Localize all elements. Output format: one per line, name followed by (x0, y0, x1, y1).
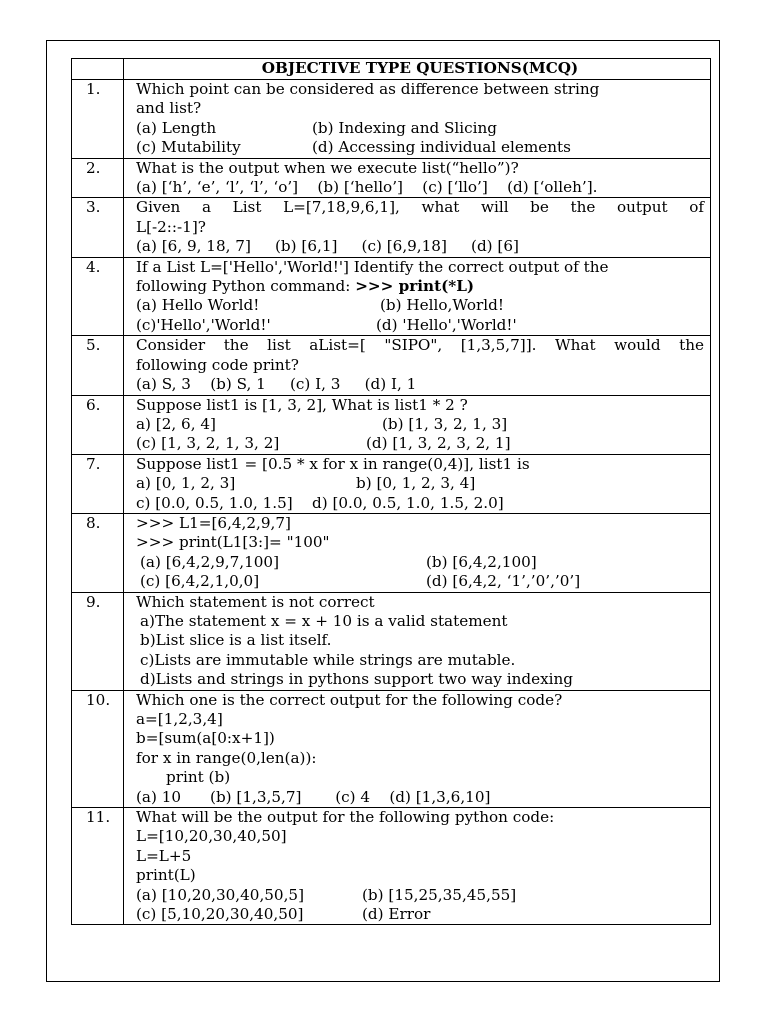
option-a: (a) [6,4,2,9,7,100] (140, 552, 280, 571)
options-row (136, 474, 704, 493)
question-row (72, 592, 711, 690)
code-line: b=[sum(a[0:x+1]) (136, 729, 275, 748)
question-cell (124, 808, 711, 925)
question-text: Which statement is not correct (136, 592, 375, 611)
options-row (136, 905, 704, 924)
question-cell (124, 454, 711, 513)
question-number: 2. (72, 158, 124, 198)
question-text: Given a List L=[7,18,9,6,1], what will be the output of (136, 198, 704, 217)
option-b: (b) [1, 3, 2, 1, 3] (382, 414, 508, 433)
question-row (72, 513, 711, 592)
question-number: 1. (72, 80, 124, 159)
option-c: (c)'Hello','World!' (136, 315, 271, 334)
question-text: L[-2::-1]? (136, 217, 206, 236)
question-cell (124, 592, 711, 690)
question-number: 7. (72, 454, 124, 513)
question-text: What is the output when we execute list(“hello”)? (136, 158, 519, 177)
question-row (72, 257, 711, 336)
options-line: (a) [6, 9, 18, 7] (b) [6,1] (c) [6,9,18] (d) [6] (136, 237, 519, 256)
statement-a: a)The statement x = x + 10 is a valid statement (140, 611, 508, 630)
question-row (72, 158, 711, 198)
question-text: Suppose list1 is [1, 3, 2], What is list1 * 2 ? (136, 395, 468, 414)
question-number: 11. (72, 808, 124, 925)
question-cell (124, 336, 711, 395)
header-number-cell (72, 59, 124, 80)
question-row (72, 454, 711, 513)
question-cell (124, 395, 711, 454)
question-text: Which one is the correct output for the following code? (136, 690, 563, 709)
code-command: >>> print(*L) (355, 277, 475, 296)
option-a: (a) Length (136, 118, 217, 137)
question-number: 6. (72, 395, 124, 454)
question-cell (124, 257, 711, 336)
statement-c: c)Lists are immutable while strings are mutable. (140, 650, 516, 669)
option-b: (b) [15,25,35,45,55] (362, 885, 517, 904)
question-number: 3. (72, 198, 124, 257)
option-d: (d) [1, 3, 2, 3, 2, 1] (366, 434, 511, 453)
options-row (136, 415, 704, 434)
question-row (72, 395, 711, 454)
question-row (72, 808, 711, 925)
option-c: (c) [6,4,2,1,0,0] (140, 572, 260, 591)
options-row (136, 572, 704, 591)
question-row (72, 690, 711, 807)
question-cell (124, 690, 711, 807)
table-header-row (72, 59, 711, 80)
question-text: Suppose list1 = [0.5 * x for x in range(0,4)], list1 is (136, 454, 530, 473)
code-line: >>> L1=[6,4,2,9,7] (136, 513, 291, 532)
question-cell (124, 513, 711, 592)
option-a: a) [2, 6, 4] (136, 414, 216, 433)
statement-b: b)List slice is a list itself. (140, 631, 332, 650)
option-d: (d) Error (362, 905, 431, 924)
option-d: (d) 'Hello','World!' (376, 315, 517, 334)
options-row (136, 296, 704, 315)
options-line: (a) S, 3 (b) S, 1 (c) I, 3 (d) I, 1 (136, 375, 417, 394)
question-row (72, 336, 711, 395)
code-line: print (b) (166, 768, 231, 787)
option-d: (d) [6,4,2, ‘1’,’0’,’0’] (426, 572, 581, 591)
code-line: >>> print(L1[3:]= "100" (136, 533, 330, 552)
question-text: and list? (136, 99, 202, 118)
question-row (72, 80, 711, 159)
options-row (136, 119, 704, 138)
option-d: (d) Accessing individual elements (312, 138, 571, 157)
options-line: (a) [‘h’, ‘e’, ‘l’, ‘l’, ‘o’] (b) [‘hello’] (c) [‘llo’] (d) [‘olleh’]. (136, 178, 598, 197)
statement-d: d)Lists and strings in pythons support two way indexing (140, 670, 573, 689)
options-line: c) [0.0, 0.5, 1.0, 1.5] d) [0.0, 0.5, 1.0, 1.5, 2.0] (136, 493, 504, 512)
options-row (136, 138, 704, 157)
option-c: (c) Mutability (136, 138, 241, 157)
question-text: Consider the list aList=[ "SIPO", [1,3,5,7]]. What would the (136, 336, 704, 355)
question-number: 4. (72, 257, 124, 336)
question-number: 9. (72, 592, 124, 690)
code-line: L=L+5 (136, 846, 192, 865)
page-title: OBJECTIVE TYPE QUESTIONS(MCQ) (124, 59, 711, 80)
question-text (136, 277, 704, 296)
options-row (136, 553, 704, 572)
question-number: 10. (72, 690, 124, 807)
options-row (136, 434, 704, 453)
question-text: following code print? (136, 355, 299, 374)
option-c: (c) [1, 3, 2, 1, 3, 2] (136, 434, 280, 453)
question-text: If a List L=['Hello','World!'] Identify the correct output of the (136, 257, 609, 276)
question-cell (124, 158, 711, 198)
option-a: (a) [10,20,30,40,50,5] (136, 885, 305, 904)
question-text: Which point can be considered as difference between string (136, 80, 600, 98)
options-row (136, 316, 704, 335)
question-cell (124, 198, 711, 257)
question-text-part: following Python command: (136, 277, 356, 296)
question-number: 8. (72, 513, 124, 592)
question-number: 5. (72, 336, 124, 395)
option-b: (b) [6,4,2,100] (426, 552, 537, 571)
options-line: (a) 10 (b) [1,3,5,7] (c) 4 (d) [1,3,6,10] (136, 787, 491, 806)
option-b: b) [0, 1, 2, 3, 4] (356, 474, 476, 493)
option-a: (a) Hello World! (136, 296, 260, 315)
code-line: L=[10,20,30,40,50] (136, 827, 287, 846)
code-line: for x in range(0,len(a)): (136, 748, 317, 767)
option-a: a) [0, 1, 2, 3] (136, 474, 236, 493)
option-b: (b) Indexing and Slicing (312, 118, 498, 137)
question-row (72, 198, 711, 257)
question-text: What will be the output for the following python code: (136, 808, 555, 827)
option-c: (c) [5,10,20,30,40,50] (136, 905, 304, 924)
option-b: (b) Hello,World! (380, 296, 504, 315)
code-line: a=[1,2,3,4] (136, 710, 223, 728)
options-row (136, 886, 704, 905)
mcq-table (71, 58, 711, 925)
code-line: print(L) (136, 866, 196, 885)
question-cell (124, 80, 711, 159)
